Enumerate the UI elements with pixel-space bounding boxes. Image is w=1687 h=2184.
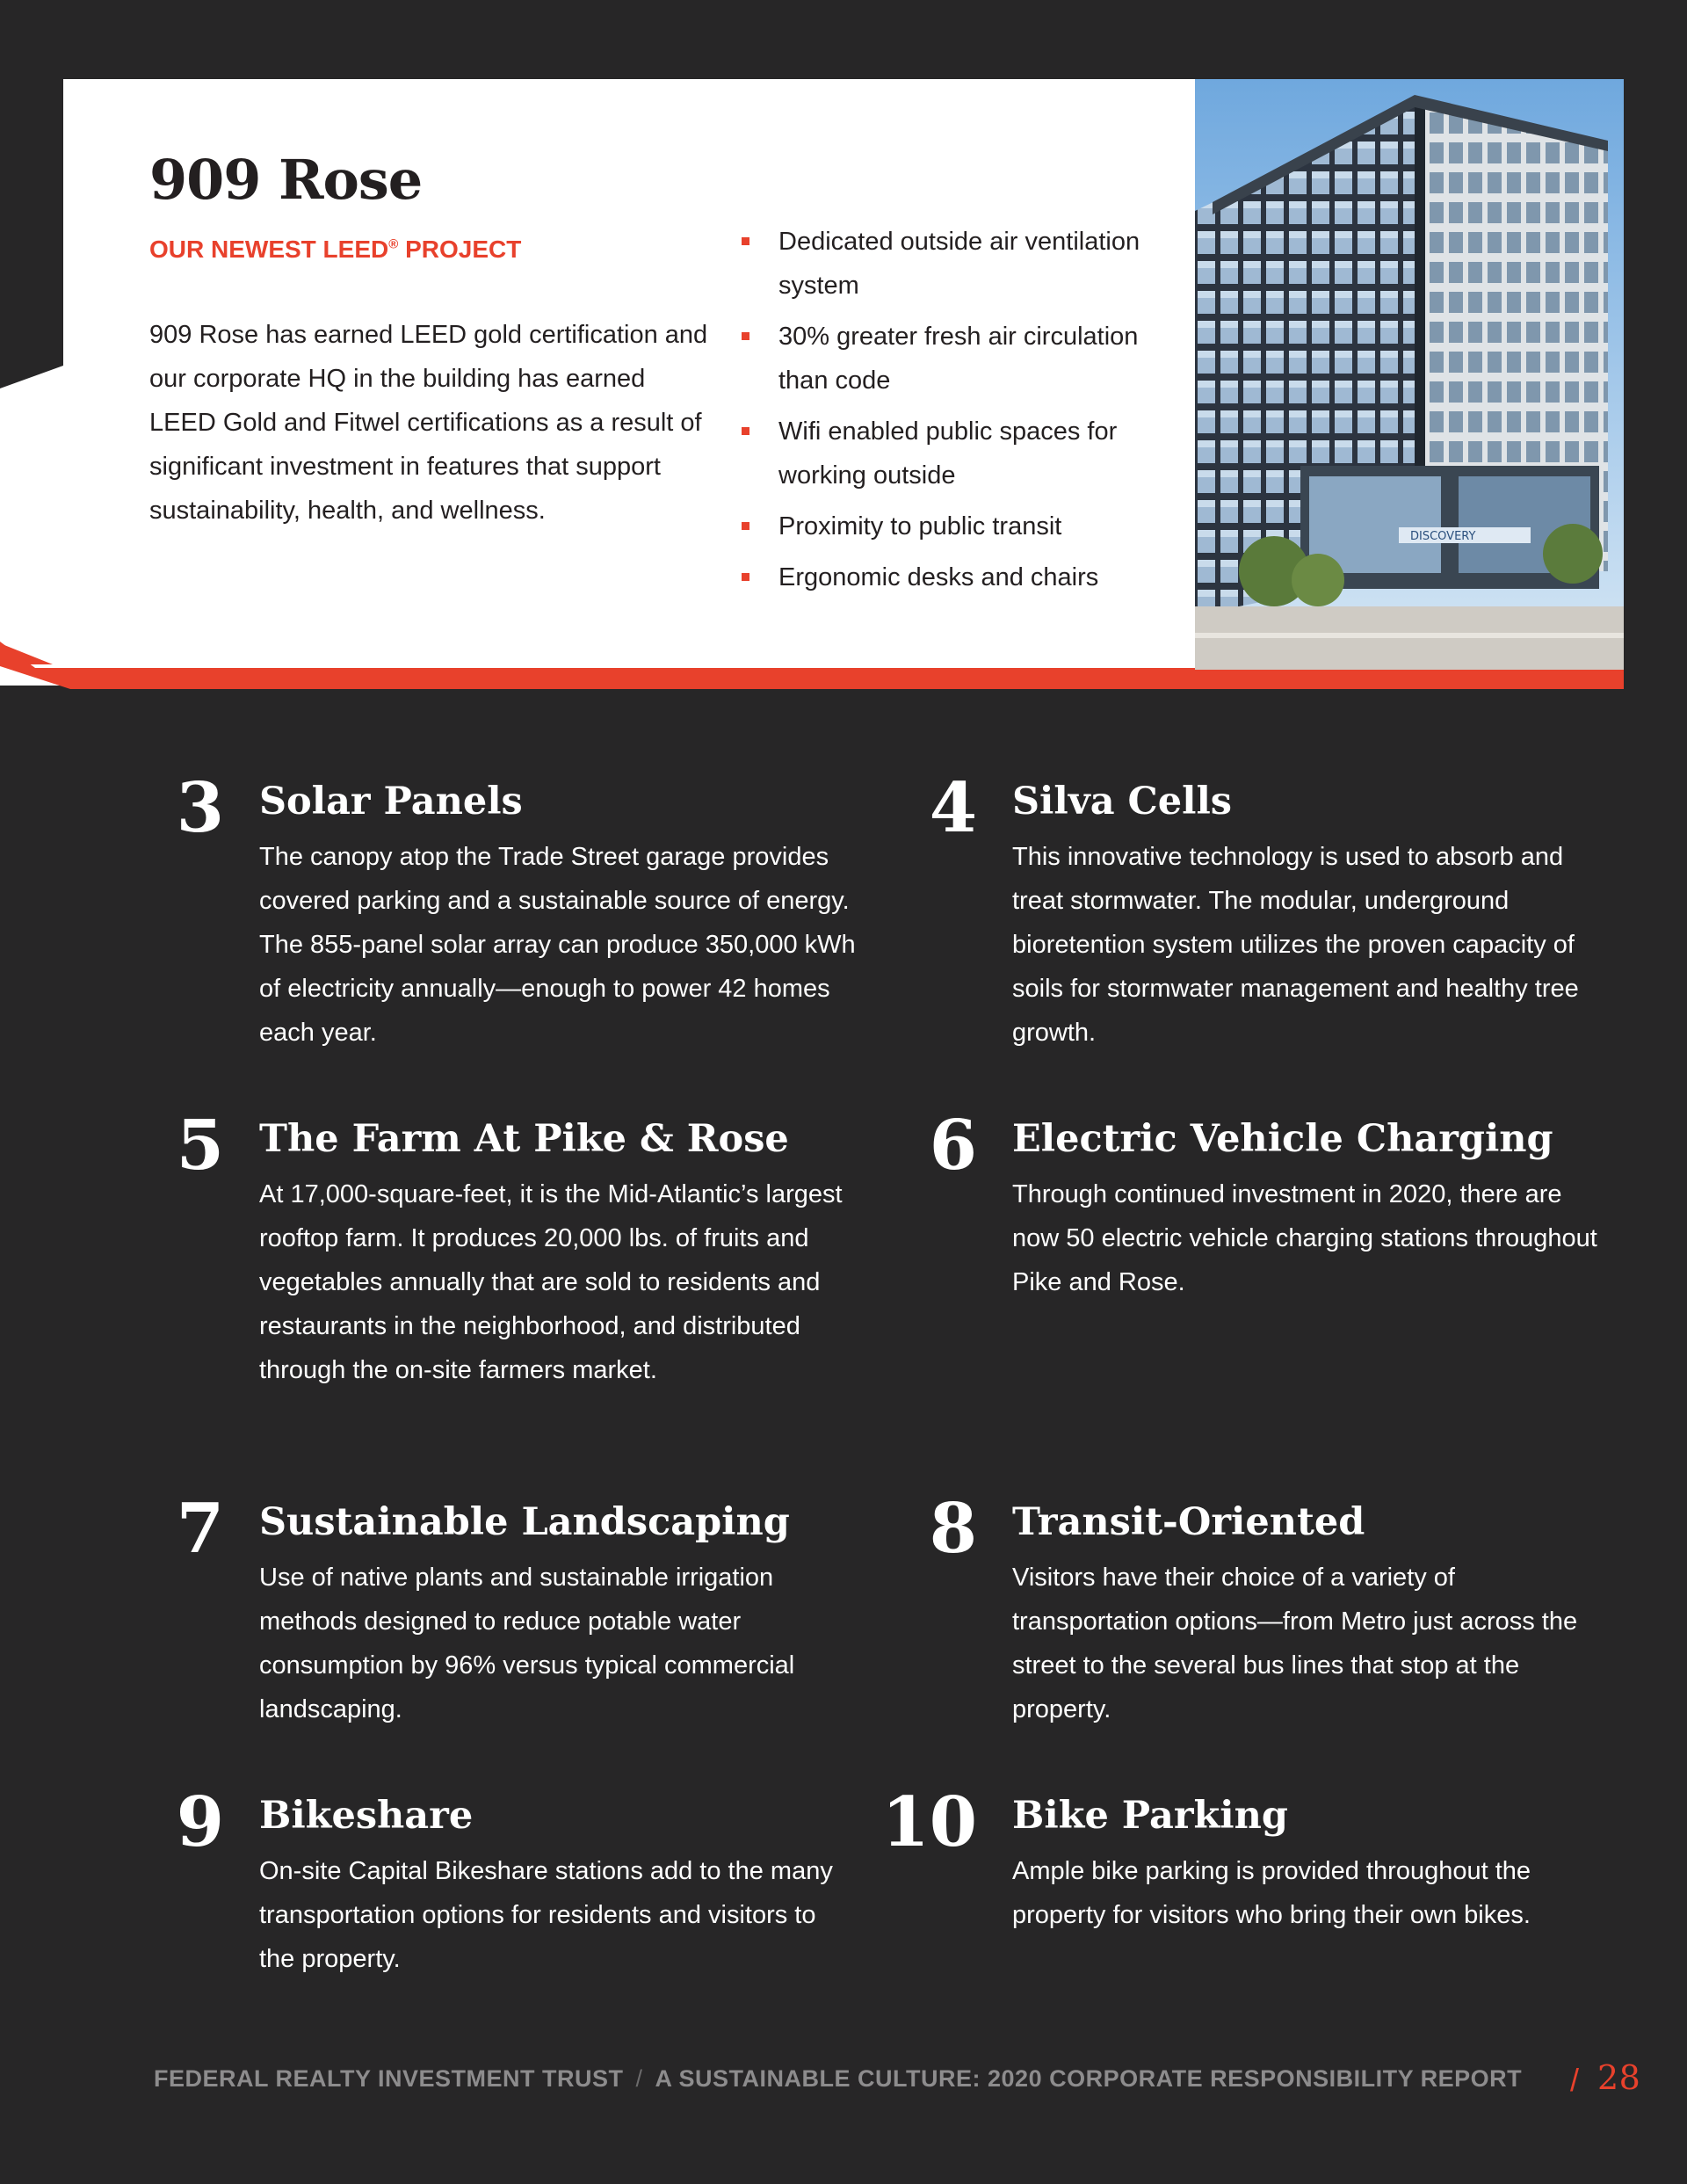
page-number: 28 <box>1597 2058 1641 2097</box>
item-text: At 17,000-square-feet, it is the Mid-Atlantic’s largest rooftop farm. It produces 20,000 lbs. of fruits and vegetables annually that are sold to residents and restaurants in the neighborhood, and distributed through the on-site farmers market. <box>259 1180 843 1384</box>
item-number: 3 <box>176 768 224 848</box>
item-number: 8 <box>929 1489 977 1569</box>
item-text: Ample bike parking is provided throughout the property for visitors who bring their own bikes. <box>1012 1857 1531 1929</box>
registered-mark: ® <box>388 236 399 252</box>
feature-list <box>740 220 1162 606</box>
bullet-icon <box>742 522 749 530</box>
item-title: Sustainable Landscaping <box>259 1500 790 1544</box>
bullet-icon <box>742 237 749 245</box>
building-photo <box>1195 79 1624 670</box>
page-separator: / <box>1570 2062 1580 2098</box>
item-title: Bikeshare <box>259 1794 474 1838</box>
item-number: 10 <box>881 1782 977 1862</box>
card-subtitle-end: PROJECT <box>398 236 522 263</box>
red-accent-bar-fill <box>70 668 1624 689</box>
feature-item: Wifi enabled public spaces for working outside <box>740 410 1162 497</box>
photo-sign: DISCOVERY <box>1410 530 1476 543</box>
footer-separator: / <box>635 2065 643 2092</box>
item-title: Silva Cells <box>1012 780 1233 824</box>
item-number: 5 <box>176 1106 224 1186</box>
item-title: Bike Parking <box>1012 1794 1288 1838</box>
bullet-icon <box>742 427 749 435</box>
feature-item: Proximity to public transit <box>740 504 1162 548</box>
item-text: On-site Capital Bikeshare stations add to the many transportation options for residents and visitors to the property. <box>259 1857 833 1973</box>
bullet-icon <box>742 332 749 340</box>
item-number: 9 <box>176 1782 224 1862</box>
item-text: Visitors have their choice of a variety of transportation options—from Metro just across the street to the several bus lines that stop at the property. <box>1012 1564 1578 1723</box>
card-body: 909 Rose has earned LEED gold certification and our corporate HQ in the building has earned LEED Gold and Fitwel certifications as a result of significant investment in features that support sustainability, health, and wellness. <box>149 321 708 525</box>
item-text: The canopy atop the Trade Street garage provides covered parking and a sustainable source of energy. The 855-panel solar array can produce 350,000 kWh of electricity annually—enough to power 42 homes each year. <box>259 843 856 1047</box>
item-text: Through continued investment in 2020, there are now 50 electric vehicle charging stations throughout Pike and Rose. <box>1012 1180 1597 1296</box>
feature-item: 30% greater fresh air circulation than code <box>740 315 1162 403</box>
item-text: Use of native plants and sustainable irrigation methods designed to reduce potable water consumption by 96% versus typical commercial landscaping. <box>259 1564 795 1723</box>
item-title: Transit-Oriented <box>1012 1500 1365 1544</box>
item-text: This innovative technology is used to absorb and treat stormwater. The modular, underground bioretention system utilizes the proven capacity of soils for stormwater management and healthy tree growth. <box>1012 843 1579 1047</box>
red-bar-corner <box>0 642 105 694</box>
item-title: Electric Vehicle Charging <box>1012 1117 1553 1161</box>
item-title: Solar Panels <box>259 780 523 824</box>
feature-item: Dedicated outside air ventilation system <box>740 220 1162 308</box>
card-subtitle <box>149 236 521 264</box>
card-title: 909 Rose <box>149 148 423 212</box>
feature-item: Ergonomic desks and chairs <box>740 555 1162 599</box>
card-subtitle-main: OUR NEWEST LEED <box>149 236 389 263</box>
footer-org: FEDERAL REALTY INVESTMENT TRUST <box>154 2065 624 2092</box>
item-number: 6 <box>929 1106 977 1186</box>
card-notch <box>0 334 70 686</box>
item-number: 4 <box>929 768 977 848</box>
page-footer <box>154 2058 1641 2109</box>
bullet-icon <box>742 573 749 581</box>
item-title: The Farm At Pike & Rose <box>259 1117 789 1161</box>
item-number: 7 <box>176 1489 224 1569</box>
footer-report: A SUSTAINABLE CULTURE: 2020 CORPORATE RESPONSIBILITY REPORT <box>655 2065 1523 2092</box>
building-illustration <box>1195 79 1624 670</box>
